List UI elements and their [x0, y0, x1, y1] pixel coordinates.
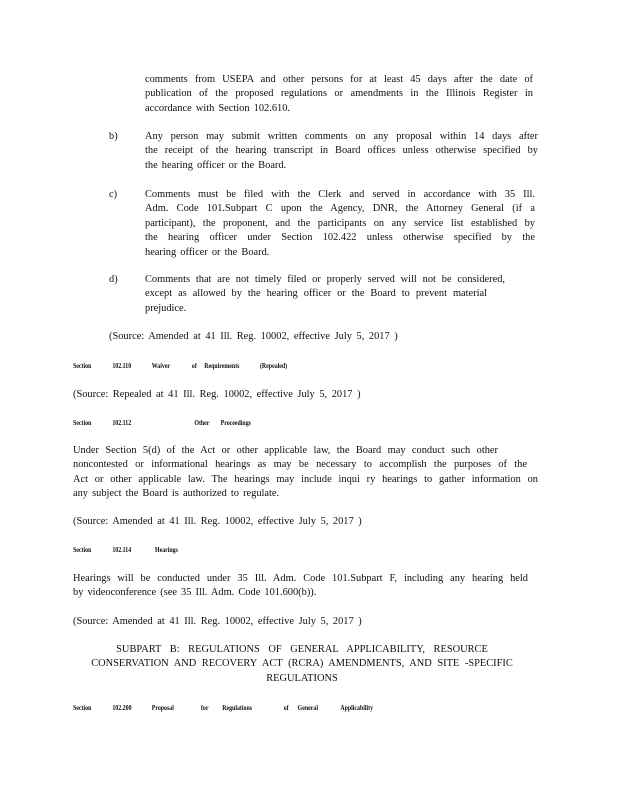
subpart-line: SUBPART B: REGULATIONS OF GENERAL APPLICABILITY, RESOURCE — [116, 644, 488, 655]
item-c-text — [145, 188, 535, 260]
text-line: hearing officer or the Board. — [145, 246, 270, 258]
section-word: Section — [73, 419, 92, 427]
heading-word: Regulations — [222, 704, 253, 712]
source-note: (Source: Amended at 41 Ill. Reg. 10002, effective July 5, 2017 ) — [73, 616, 362, 627]
heading-word: (Repealed) — [259, 362, 288, 370]
text-line: comments from USEPA and other persons for at least 45 days after the date of — [145, 74, 533, 85]
text-line: Adm. Code 101.Subpart C upon the Agency, DNR, the Attorney General (if a — [145, 203, 535, 215]
item-b-text — [145, 130, 538, 173]
heading-word: Hearings — [155, 546, 178, 554]
text-line: the hearing officer under Section 102.422 unless otherwise specified by the — [145, 232, 535, 244]
text-line: the hearing officer or the Board. — [145, 159, 287, 171]
text-line: any subject the Board is authorized to regulate. — [73, 488, 280, 500]
heading-word: for — [200, 704, 209, 712]
section-word: Section — [73, 546, 92, 554]
text-line: Any person may submit written comments on any proposal within 14 days after — [145, 131, 538, 142]
text-line: the receipt of the hearing transcript in Board offices unless otherwise specified by — [145, 145, 538, 157]
heading-word: Waiver — [151, 362, 171, 370]
heading-word: General — [297, 704, 318, 712]
section-number: 102.114 — [112, 546, 132, 554]
section-heading-102-114 — [73, 545, 178, 555]
text-line: accordance with Section 102.610. — [145, 102, 291, 114]
subpart-line: CONSERVATION AND RECOVERY ACT (RCRA) AMENDMENTS, AND SITE -SPECIFIC — [91, 658, 513, 670]
heading-word: Other — [194, 419, 210, 427]
section-number: 102.200 — [112, 704, 132, 712]
text-line: Under Section 5(d) of the Act or other applicable law, the Board may conduct such other — [73, 445, 498, 456]
section-word: Section — [73, 704, 92, 712]
item-b-label: b) — [109, 131, 118, 142]
source-note: (Source: Amended at 41 Ill. Reg. 10002, effective July 5, 2017 ) — [109, 331, 398, 342]
subpart-b-heading — [73, 643, 531, 686]
section-heading-102-110 — [73, 361, 287, 371]
text-line: Hearings will be conducted under 35 Ill. Adm. Code 101.Subpart F, including any hearing held — [73, 573, 528, 584]
heading-word: Proposal — [151, 704, 174, 712]
subpart-line: REGULATIONS — [266, 672, 338, 684]
text-line: Comments must be filed with the Clerk and served in accordance with 35 Ill. — [145, 189, 535, 200]
heading-word: Proceedings — [220, 419, 251, 427]
text-line: Comments that are not timely filed or properly served will not be considered, — [145, 274, 505, 285]
heading-word: of — [191, 362, 197, 370]
item-c-label: c) — [109, 189, 118, 200]
heading-word: Applicability — [340, 704, 374, 712]
item-d-label: d) — [109, 274, 118, 285]
source-note: (Source: Repealed at 41 Ill. Reg. 10002, effective July 5, 2017 ) — [73, 389, 361, 400]
section-102-112-text — [73, 444, 538, 502]
item-d-text — [145, 273, 505, 316]
section-heading-102-112 — [73, 418, 251, 428]
section-number: 102.110 — [112, 362, 132, 370]
heading-word: of — [283, 704, 289, 712]
text-line: Act or other applicable law. The hearings may include inqui ry hearings to gather information on — [73, 473, 538, 485]
text-line: noncontested or informational hearings as may be necessary to accomplish the purposes of the — [73, 459, 527, 471]
source-note: (Source: Amended at 41 Ill. Reg. 10002, effective July 5, 2017 ) — [73, 516, 362, 527]
section-heading-102-200 — [73, 703, 373, 713]
text-line: by videoconference (see 35 Ill. Adm. Code 101.600(b)). — [73, 587, 317, 599]
section-102-114-text — [73, 572, 528, 601]
paragraph-a-continuation — [145, 73, 533, 116]
text-line: participant), the proponent, and the participants on any service list established by — [145, 217, 535, 229]
section-word: Section — [73, 362, 92, 370]
text-line: prejudice. — [145, 302, 187, 314]
section-number: 102.112 — [112, 419, 132, 427]
text-line: publication of the proposed regulations or amendments in the Illinois Register in — [145, 88, 533, 100]
text-line: except as allowed by the hearing officer or the Board to prevent material — [145, 288, 487, 300]
heading-word: Requirements — [204, 362, 240, 370]
